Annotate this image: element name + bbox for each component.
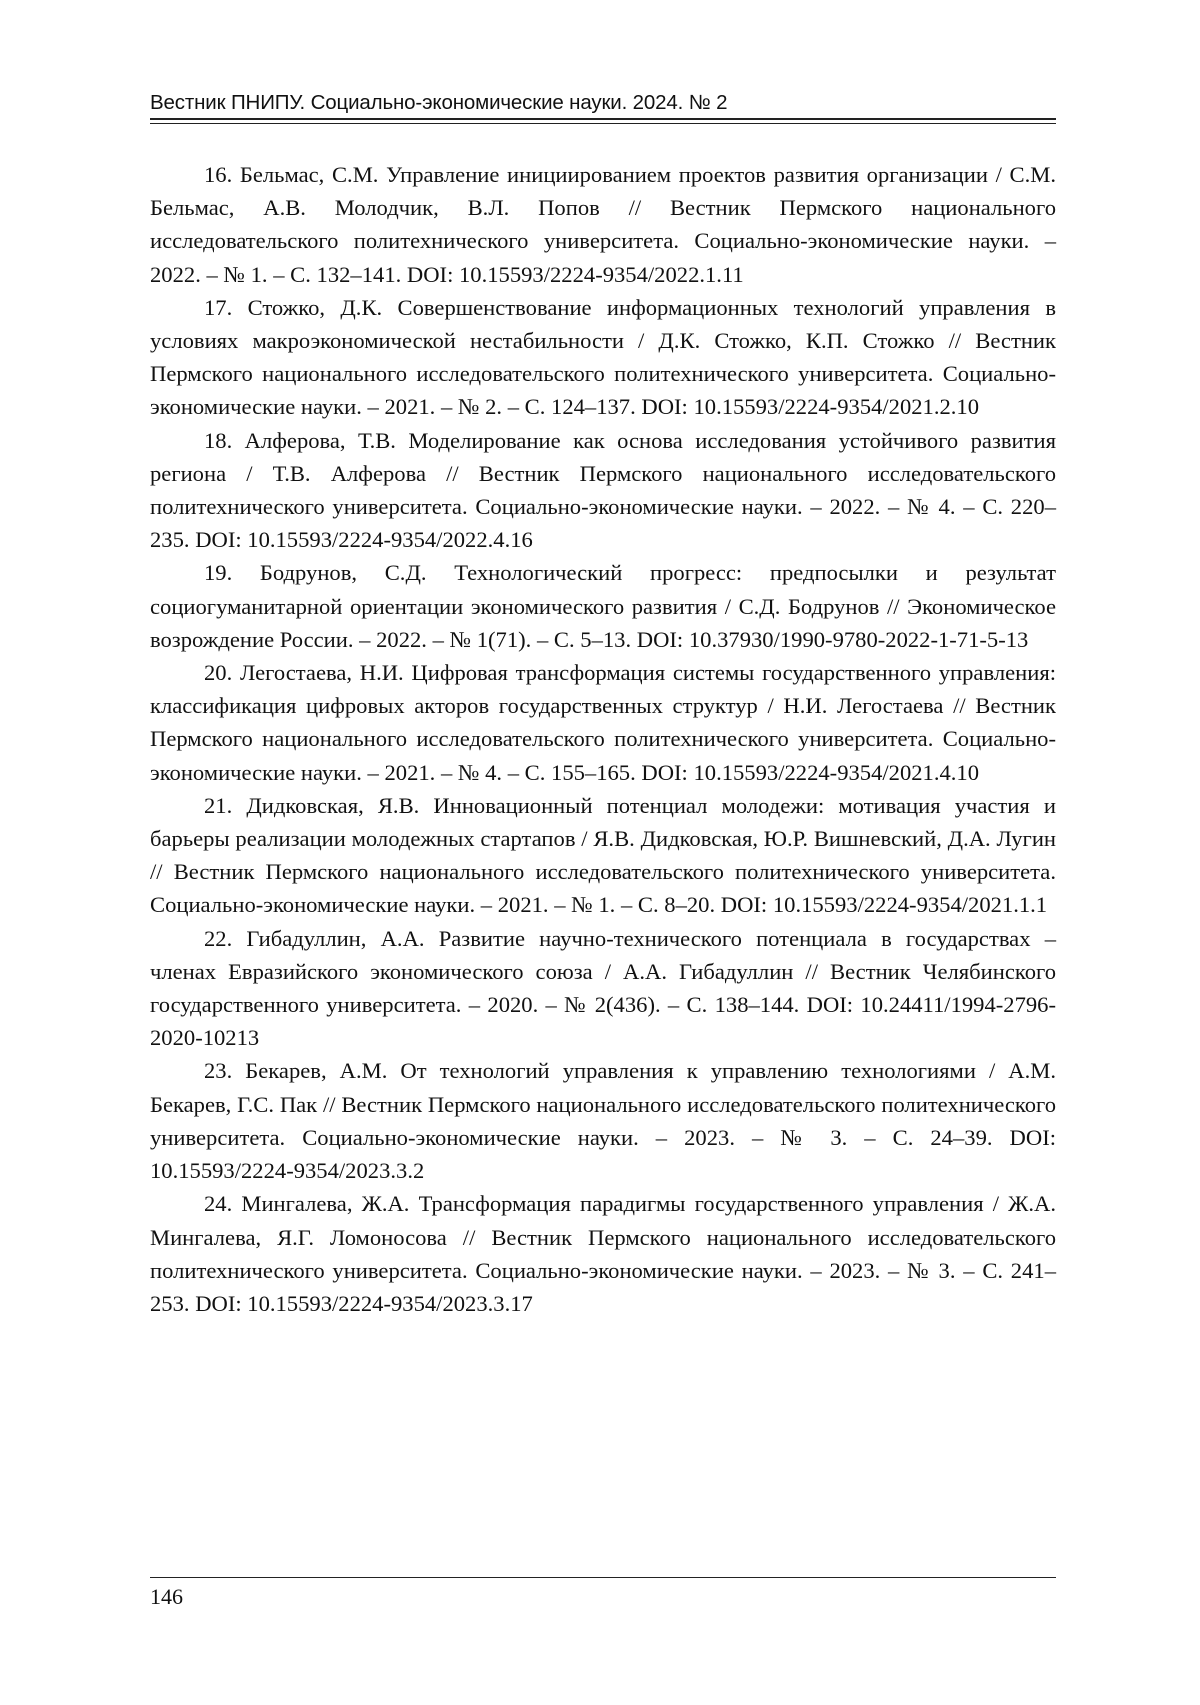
header-rule <box>150 118 1056 120</box>
reference-list <box>150 158 1056 1320</box>
reference-item-22: 22. Гибадуллин, А.А. Развитие научно-технического потенциала в государствах – членах Евразийского экономического союза / А.А. Гибадуллин // Вестник Челябинского государственного университета. – 2020. – № 2(436). – С. 138–144. DOI: 10.24411/1994-2796-2020-10213 <box>150 922 1056 1055</box>
reference-item-23: 23. Бекарев, А.М. От технологий управления к управлению технологиями / А.М. Бекарев, Г.С. Пак // Вестник Пермского национального исследовательского политехнического университета. Социально-экономические науки. – 2023. – № 3. – С. 24–39. DOI: 10.15593/2224-9354/2023.3.2 <box>150 1054 1056 1187</box>
reference-item-24: 24. Мингалева, Ж.А. Трансформация парадигмы государственного управления / Ж.А. Мингалева, Я.Г. Ломоносова // Вестник Пермского национального исследовательского политехнического университета. Социально-экономические науки. – 2023. – № 3. – С. 241–253. DOI: 10.15593/2224-9354/2023.3.17 <box>150 1187 1056 1320</box>
footer-rule <box>150 1577 1056 1578</box>
reference-item-20: 20. Легостаева, Н.И. Цифровая трансформация системы государственного управления: классификация цифровых акторов государственных структур / Н.И. Легостаева // Вестник Пермского национального исследовательского политехнического университета. Социально-экономические науки. – 2021. – № 4. – С. 155–165. DOI: 10.15593/2224-9354/2021.4.10 <box>150 656 1056 789</box>
reference-item-21: 21. Дидковская, Я.В. Инновационный потенциал молодежи: мотивация участия и барьеры реализации молодежных стартапов / Я.В. Дидковская, Ю.Р. Вишневский, Д.А. Лугин // Вестник Пермского национального исследовательского политехнического университета. Социально-экономические науки. – 2021. – № 1. – С. 8–20. DOI: 10.15593/2224-9354/2021.1.1 <box>150 789 1056 922</box>
header-rule-thin <box>150 123 1056 124</box>
page-number: 146 <box>150 1582 183 1612</box>
reference-item-19: 19. Бодрунов, С.Д. Технологический прогресс: предпосылки и результат социогуманитарной ориентации экономического развития / С.Д. Бодрунов // Экономическое возрождение России. – 2022. – № 1(71). – С. 5–13. DOI: 10.37930/1990-9780-2022-1-71-5-13 <box>150 556 1056 656</box>
reference-item-16: 16. Бельмас, С.М. Управление инициированием проектов развития организации / С.М. Бельмас, А.В. Молодчик, В.Л. Попов // Вестник Пермского национального исследовательского политехнического университета. Социально-экономические науки. – 2022. – № 1. – С. 132–141. DOI: 10.15593/2224-9354/2022.1.11 <box>150 158 1056 291</box>
reference-item-17: 17. Стожко, Д.К. Совершенствование информационных технологий управления в условиях макроэкономической нестабильности / Д.К. Стожко, К.П. Стожко // Вестник Пермского национального исследовательского политехнического университета. Социально-экономические науки. – 2021. – № 2. – С. 124–137. DOI: 10.15593/2224-9354/2021.2.10 <box>150 291 1056 424</box>
reference-item-18: 18. Алферова, Т.В. Моделирование как основа исследования устойчивого развития региона / Т.В. Алферова // Вестник Пермского национального исследовательского политехнического университета. Социально-экономические науки. – 2022. – № 4. – С. 220–235. DOI: 10.15593/2224-9354/2022.4.16 <box>150 424 1056 557</box>
running-header: Вестник ПНИПУ. Социально-экономические науки. 2024. № 2 <box>150 90 1056 116</box>
